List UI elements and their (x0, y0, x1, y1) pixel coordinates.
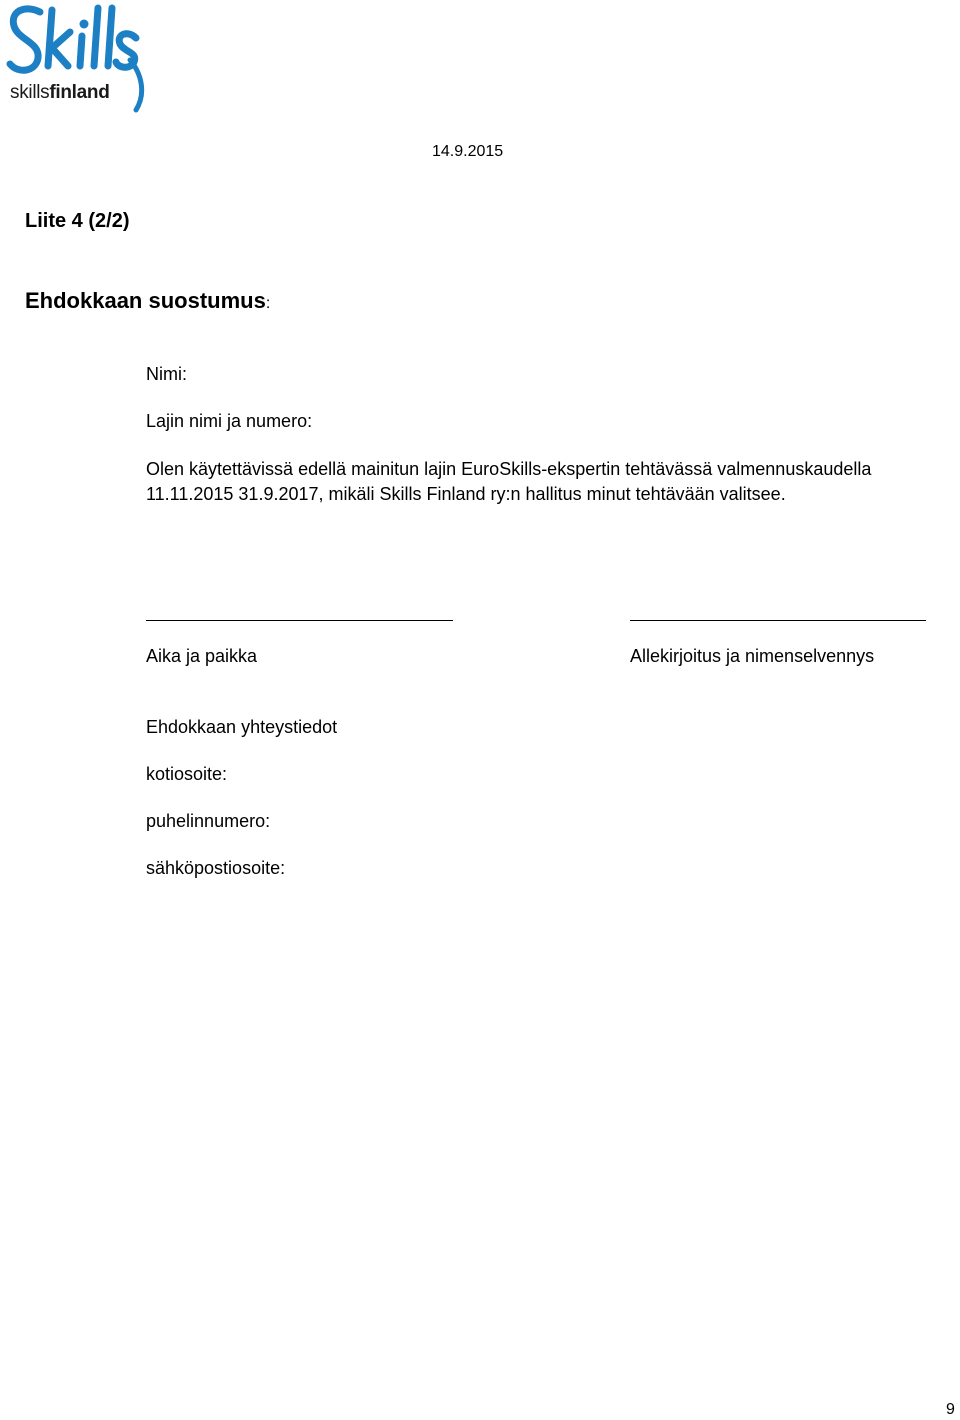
phone-field-label: puhelinnumero: (146, 811, 271, 831)
logo-sub-bold: finland (49, 82, 110, 103)
signature-line-left (146, 620, 453, 621)
page-title-colon: : (265, 295, 271, 312)
skill-field-label: Lajin nimi ja numero: (146, 411, 313, 431)
appendix-label: Liite 4 (2/2) (25, 210, 130, 232)
skills-finland-logo (4, 2, 154, 117)
consent-statement: Olen käytettävissä edellä mainitun lajin EuroSkills-ekspertin tehtävässä valmennuskaudella 11.11.2015 31.9.2017, mikäli Skills Finland ry:n hallitus minut tehtävään valitsee. (146, 459, 872, 504)
address-field-label: kotiosoite: (146, 764, 228, 784)
header-date: 14.9.2015 (432, 143, 504, 160)
page-title (25, 288, 270, 314)
signature-label: Allekirjoitus ja nimenselvennys (630, 646, 875, 666)
contact-heading: Ehdokkaan yhteystiedot (146, 717, 338, 737)
page-number: 9 (946, 1401, 955, 1418)
logo-sub-light: skills (10, 82, 50, 103)
logo-subtitle (10, 82, 110, 104)
page-title-text: Ehdokkaan suostumus (25, 288, 266, 313)
email-field-label: sähköpostiosoite: (146, 858, 286, 878)
name-field-label: Nimi: (146, 364, 187, 384)
signature-line-right (630, 620, 926, 621)
date-place-label: Aika ja paikka (146, 646, 258, 666)
